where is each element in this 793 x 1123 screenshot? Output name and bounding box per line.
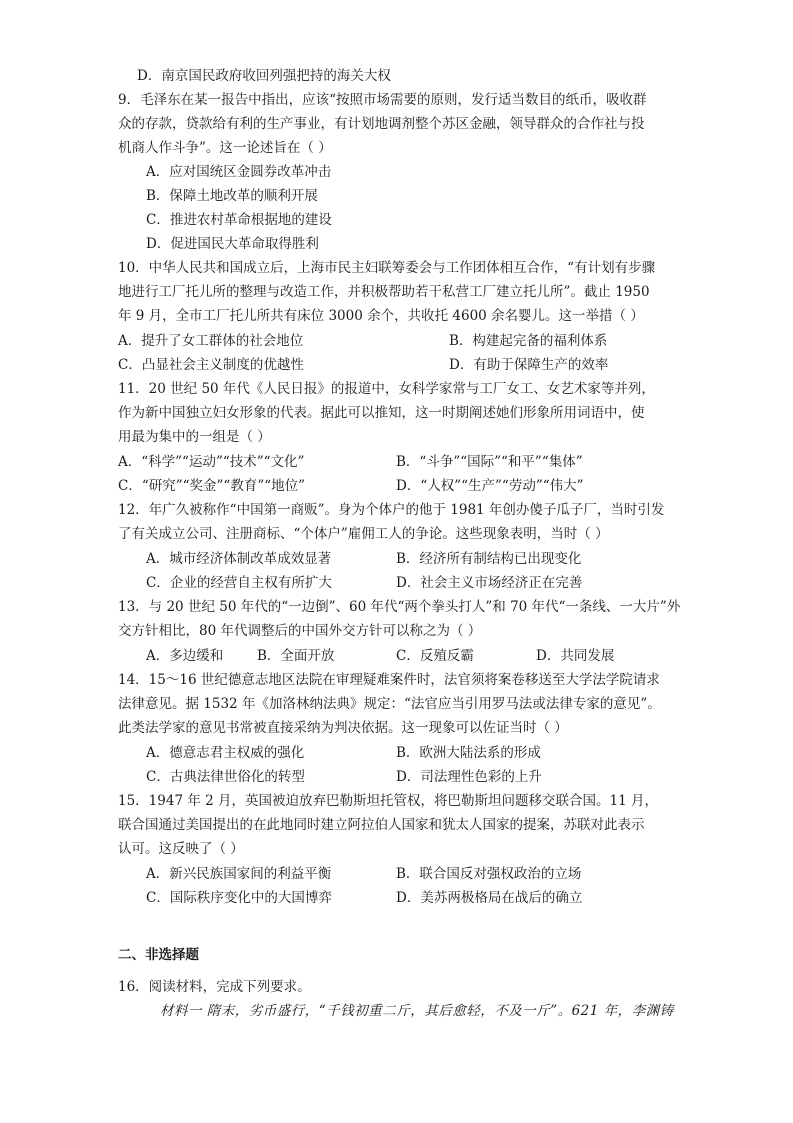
q13-option-a: A．多边缓和 bbox=[146, 648, 224, 664]
section-title: 二、非选择题 bbox=[118, 947, 199, 963]
q12-option-a: A．城市经济体制改革成效显著 bbox=[146, 551, 332, 567]
q15-stem-line-1: 15．1947 年 2 月，英国被迫放弃巴勒斯坦托管权，将巴勒斯坦问题移交联合国。11 月， bbox=[118, 793, 658, 809]
q9-option-c: C．推进农村革命根据地的建设 bbox=[146, 212, 332, 228]
q11-stem-line-3: 用最为集中的一组是（ ） bbox=[118, 429, 271, 445]
q14-stem-line-1: 14．15～16 世纪德意志地区法院在审理疑难案件时，法官须将案卷移送至大学法学院请求 bbox=[118, 672, 660, 688]
q12-option-c: C．企业的经营自主权有所扩大 bbox=[146, 575, 332, 591]
q9-stem-line-2: 众的存款，贷款给有利的生产事业，有计划地调剂整个苏区金融，领导群众的合作社与投 bbox=[118, 116, 645, 132]
q11-stem-line-1: 11．20 世纪 50 年代《人民日报》的报道中，女科学家常与工厂女工、女艺术家等并列， bbox=[118, 381, 655, 397]
q14-stem-line-2: 法律意见。据 1532 年《加洛林纳法典》规定：“法官应当引用罗马法或法律专家的意见”。 bbox=[118, 696, 661, 712]
q11-option-a: A．“科学”“运动”“技术”“文化” bbox=[118, 454, 305, 470]
q11-option-d: D．“人权”“生产”“劳动”“伟大” bbox=[396, 478, 584, 494]
q16-material-line-1: 材料一 隋末，劣币盛行，“千钱初重二斤，其后愈轻，不及一斤”。621 年，李渊铸 bbox=[160, 1003, 674, 1019]
q12-stem-line-2: 了有关成立公司、注册商标、“个体户”雇佣工人的争论。这些现象表明，当时（ ） bbox=[118, 526, 609, 542]
q10-option-d: D．有助于保障生产的效率 bbox=[449, 357, 609, 373]
q9-option-b: B．保障土地改革的顺利开展 bbox=[146, 188, 318, 204]
q13-stem-line-1: 13．与 20 世纪 50 年代的“一边倒”、60 年代“两个拳头打人”和 70 年代“一条线、一大片”外 bbox=[118, 599, 681, 615]
q9-option-a: A．应对国统区金圆券改革冲击 bbox=[146, 164, 332, 180]
q11-option-c: C．“研究”“奖金”“教育”“地位” bbox=[118, 478, 306, 494]
q13-option-c: C．反殖反霸 bbox=[396, 648, 474, 664]
q10-option-a: A．提升了女工群体的社会地位 bbox=[118, 333, 304, 349]
q8-option-d: D．南京国民政府收回列强把持的海关大权 bbox=[137, 68, 391, 84]
q12-stem-line-1: 12．年广久被称作“中国第一商贩”。身为个体户的他于 1981 年创办傻子瓜子厂，当时引发 bbox=[118, 502, 665, 518]
q12-option-d: D．社会主义市场经济正在完善 bbox=[396, 575, 583, 591]
q15-option-a: A．新兴民族国家间的利益平衡 bbox=[146, 866, 332, 882]
q15-option-d: D．美苏两极格局在战后的确立 bbox=[396, 890, 583, 906]
q12-option-b: B．经济所有制结构已出现变化 bbox=[396, 551, 582, 567]
q16-stem: 16．阅读材料，完成下列要求。 bbox=[118, 979, 311, 995]
q9-stem-line-3: 机商人作斗争”。这一论述旨在（ ） bbox=[118, 140, 332, 156]
q11-stem-line-2: 作为新中国独立妇女形象的代表。据此可以推知，这一时期阐述她们形象所用词语中，使 bbox=[118, 405, 645, 421]
q14-option-a: A．德意志君主权威的强化 bbox=[146, 745, 305, 761]
q14-option-c: C．古典法律世俗化的转型 bbox=[146, 769, 305, 785]
q10-option-b: B．构建起完备的福利体系 bbox=[449, 333, 608, 349]
q10-stem-line-1: 10．中华人民共和国成立后，上海市民主妇联筹委会与工作团体相互合作，“有计划有步骤 bbox=[118, 260, 656, 276]
q13-stem-line-2: 交方针相比，80 年代调整后的中国外交方针可以称之为（ ） bbox=[118, 623, 482, 639]
q10-option-c: C．凸显社会主义制度的优越性 bbox=[118, 357, 304, 373]
q15-stem-line-3: 认可。这反映了（ ） bbox=[118, 841, 244, 857]
q11-option-b: B．“斗争”“国际”“和平”“集体” bbox=[396, 454, 583, 470]
q10-stem-line-3: 年 9 月，全市工厂托儿所共有床位 3000 余个，共收托 4600 余名婴儿。这一举措（ ） bbox=[118, 308, 644, 324]
q9-stem-line-1: 9．毛泽东在某一报告中指出，应该“按照市场需要的原则，发行适当数目的纸币，吸收群 bbox=[118, 92, 647, 108]
q14-option-b: B．欧洲大陆法系的形成 bbox=[396, 745, 541, 761]
q15-option-b: B．联合国反对强权政治的立场 bbox=[396, 866, 582, 882]
q13-option-d: D．共同发展 bbox=[536, 648, 615, 664]
q15-stem-line-2: 联合国通过美国提出的在此地同时建立阿拉伯人国家和犹太人国家的提案，苏联对此表示 bbox=[118, 817, 645, 833]
q14-stem-line-3: 此类法学家的意见书常被直接采纳为判决依据。这一现象可以佐证当时（ ） bbox=[118, 720, 568, 736]
q10-stem-line-2: 地进行工厂托儿所的整理与改造工作，并积极帮助若干私营工厂建立托儿所”。截止 1950 bbox=[118, 284, 650, 300]
q13-option-b: B．全面开放 bbox=[257, 648, 335, 664]
q14-option-d: D．司法理性色彩的上升 bbox=[396, 769, 542, 785]
q15-option-c: C．国际秩序变化中的大国博弈 bbox=[146, 890, 332, 906]
q9-option-d: D．促进国民大革命取得胜利 bbox=[146, 236, 319, 252]
